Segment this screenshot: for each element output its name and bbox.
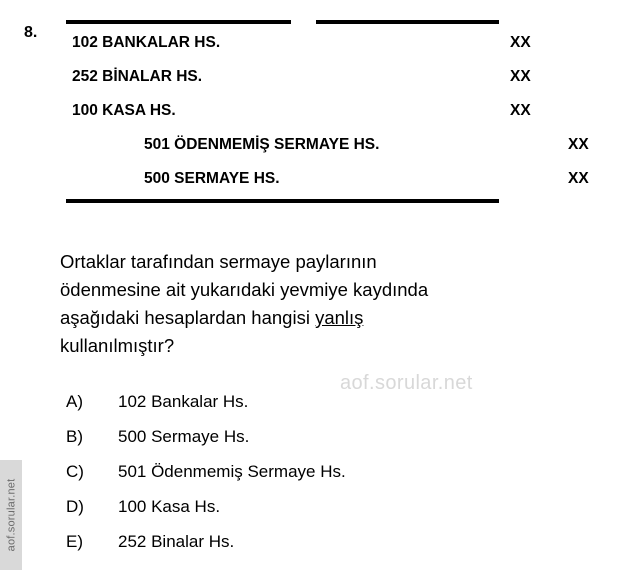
option-a[interactable] xyxy=(66,392,566,427)
stem-line-2: ödenmesine ait yukarıdaki yevmiye kaydında xyxy=(60,279,429,300)
option-d[interactable] xyxy=(66,497,566,532)
journal-amount: XX xyxy=(510,68,531,85)
answer-options xyxy=(66,392,566,567)
option-a-text: 102 Bankalar Hs. xyxy=(118,392,249,411)
journal-entry-block xyxy=(60,20,600,208)
stem-line-4: kullanılmıştır? xyxy=(60,335,175,356)
option-e-text: 252 Binalar Hs. xyxy=(118,532,235,551)
stem-line-3 xyxy=(60,304,613,332)
option-b-text: 500 Sermaye Hs. xyxy=(118,427,250,446)
option-c-text: 501 Ödenmemiş Sermaye Hs. xyxy=(118,462,346,481)
journal-account: 100 KASA HS. xyxy=(72,102,176,119)
center-watermark: aof.sorular.net xyxy=(340,372,473,394)
stem-line-1: Ortaklar tarafından sermaye paylarının xyxy=(60,251,377,272)
question-stem xyxy=(60,248,613,360)
option-b[interactable] xyxy=(66,427,566,462)
journal-amount: XX xyxy=(568,136,589,153)
journal-top-rule-right xyxy=(316,20,499,24)
option-d-text: 100 Kasa Hs. xyxy=(118,497,221,516)
journal-line xyxy=(60,29,600,63)
journal-bottom-rule xyxy=(66,199,499,203)
side-watermark-text: aof.sorular.net xyxy=(5,478,17,552)
journal-account: 102 BANKALAR HS. xyxy=(72,34,221,51)
journal-account: 252 BİNALAR HS. xyxy=(72,68,203,85)
option-b-label: B) xyxy=(66,427,83,446)
journal-account: 501 ÖDENMEMİŞ SERMAYE HS. xyxy=(144,136,380,153)
journal-amount: XX xyxy=(510,102,531,119)
option-a-label: A) xyxy=(66,392,83,411)
journal-amount: XX xyxy=(510,34,531,51)
question-number: 8. xyxy=(24,24,38,41)
option-c-label: C) xyxy=(66,462,84,481)
journal-line xyxy=(60,165,600,199)
journal-line xyxy=(60,63,600,97)
journal-line xyxy=(60,131,600,165)
option-e-label: E) xyxy=(66,532,83,551)
journal-top-rules xyxy=(60,20,600,29)
journal-top-rule-left xyxy=(66,20,291,24)
stem-emphasis-yanlis: yanlış xyxy=(315,307,364,328)
option-d-label: D) xyxy=(66,497,84,516)
journal-amount: XX xyxy=(568,170,589,187)
option-c[interactable] xyxy=(66,462,566,497)
journal-account: 500 SERMAYE HS. xyxy=(144,170,280,187)
stem-line-3-text: aşağıdaki hesaplardan hangisi xyxy=(60,307,316,328)
side-watermark xyxy=(0,460,22,570)
journal-bottom-rule-row xyxy=(60,199,600,208)
journal-line xyxy=(60,97,600,131)
option-e[interactable] xyxy=(66,532,566,567)
